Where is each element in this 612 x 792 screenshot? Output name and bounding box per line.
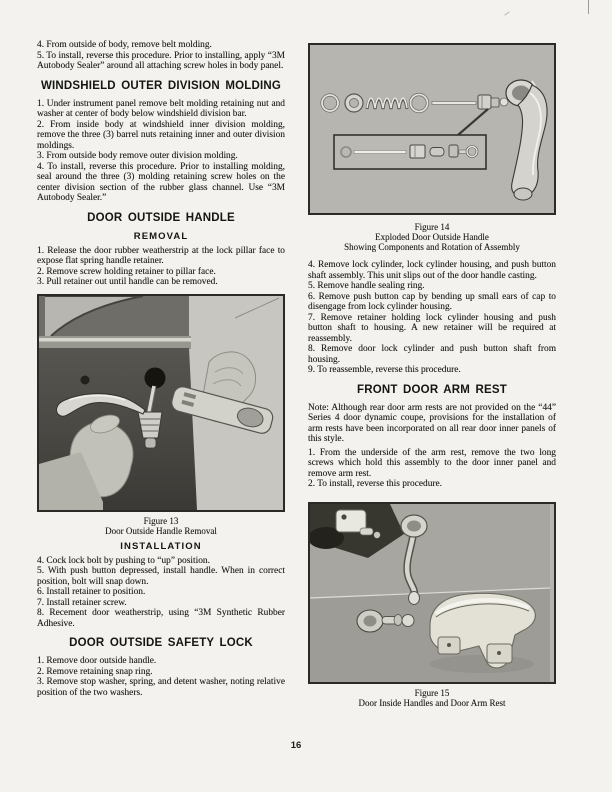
section-heading-arm-rest: FRONT DOOR ARM REST	[357, 383, 507, 396]
step: 3. Remove stop washer, spring, and detent washer, noting relative position of the two washers.	[37, 677, 285, 698]
step: 9. To reassemble, reverse this procedure.	[308, 365, 461, 375]
step: 2. Remove screw holding retainer to pillar face.	[37, 266, 216, 277]
step: 4. Cock lock bolt by pushing to “up” position.	[37, 555, 210, 566]
figure-14	[308, 43, 556, 252]
exploded-handle-illustration	[310, 45, 554, 213]
step: 5. With push button depressed, install handle. When in correct position, bolt will snap down.	[37, 566, 285, 587]
step: 4. Remove lock cylinder, lock cylinder housing, and push button shaft assembly. This unit slips out of the door handle casting.	[308, 260, 556, 281]
note-paragraph: Note: Although rear door arm rests are not provided on the “44” Series 4 door dynamic coupe, provisions for the installation of arm rests have been incorporated on all rear door inner panels of this style.	[308, 402, 556, 444]
step: 5. To install, reverse this procedure. Prior to installing, apply “3M Autobody Sealer” around all attaching screw holes in body panel.	[37, 50, 285, 71]
section-heading-safety-lock: DOOR OUTSIDE SAFETY LOCK	[69, 637, 253, 649]
step: 7. Install retainer screw.	[37, 597, 127, 608]
figure-title: Door Outside Handle Removal	[105, 525, 217, 536]
step: 4. To install, reverse this procedure. Prior to installing molding, seal around the three (3) molding retaining screw holes on the center division section of the rubber glass channel. Use “3M Autobody Sealer.”	[37, 161, 285, 203]
figure-15-caption	[308, 688, 556, 708]
door-handle-removal-illustration	[39, 296, 283, 510]
figure-13-caption	[37, 516, 285, 536]
step: 5. Remove handle sealing ring.	[308, 281, 425, 291]
step: 1. Remove door outside handle.	[37, 656, 157, 666]
scan-artifact-tick	[588, 0, 589, 14]
figure-15-photo	[308, 502, 556, 684]
step: 4. From outside of body, remove belt molding.	[37, 40, 212, 50]
subheading-installation: INSTALLATION	[120, 540, 202, 552]
section-heading-door-outside-handle: DOOR OUTSIDE HANDLE	[87, 211, 235, 224]
step: 6. Install retainer to position.	[37, 587, 146, 597]
step: 2. Remove retaining snap ring.	[37, 666, 153, 677]
subheading-removal: REMOVAL	[133, 230, 189, 242]
right-column	[308, 40, 556, 708]
step: 1. Under instrument panel remove belt molding retaining nut and washer at center of body below windshield division bar.	[37, 98, 285, 119]
left-column	[37, 40, 285, 698]
page-number: 16	[290, 740, 302, 751]
scan-artifact-speck	[504, 11, 509, 15]
step: 1. From the underside of the arm rest, remove the two long screws which hold this assembly to the door inner panel and remove arm rest.	[308, 447, 556, 479]
step: 3. Pull retainer out until handle can be removed.	[37, 277, 218, 287]
step: 2. To install, reverse this procedure.	[308, 479, 443, 489]
figure-14-photo	[308, 43, 556, 215]
section-heading-windshield: WINDSHIELD OUTER DIVISION MOLDING	[40, 79, 282, 92]
figure-13-photo	[37, 294, 285, 512]
step: 8. Remove door lock cylinder and push button shaft from housing.	[308, 344, 556, 365]
figure-15	[308, 502, 556, 708]
inside-handles-illustration	[310, 504, 550, 682]
figure-label: Figure 15	[414, 687, 450, 698]
figure-title: Door Inside Handles and Door Arm Rest	[358, 697, 506, 708]
figure-14-caption	[308, 222, 556, 252]
figure-title: Exploded Door Outside Handle	[375, 232, 489, 242]
step: 2. From inside body at windshield inner division molding, remove the three (3) barrel nuts retaining inner and outer division moldings.	[37, 119, 285, 151]
step: 7. Remove retainer holding lock cylinder housing and push button shaft to housing. A new retainer will be required at reassembly.	[308, 312, 556, 344]
figure-label: Figure 13	[143, 515, 179, 526]
step: 8. Recement door weatherstrip, using “3M Synthetic Rubber Adhesive.	[37, 608, 285, 629]
step: 6. Remove push button cap by bending up small ears of cap to disengage from lock cylinder housing.	[308, 291, 556, 312]
figure-label: Figure 14	[414, 222, 450, 232]
handle-disassembly-steps	[308, 260, 556, 376]
step: 3. From outside body remove outer division molding.	[37, 151, 238, 161]
figure-13	[37, 294, 285, 536]
figure-subtitle: Showing Components and Rotation of Assembly	[344, 242, 520, 252]
step: 1. Release the door rubber weatherstrip at the lock pillar face to expose flat spring handle retainer.	[37, 245, 285, 266]
